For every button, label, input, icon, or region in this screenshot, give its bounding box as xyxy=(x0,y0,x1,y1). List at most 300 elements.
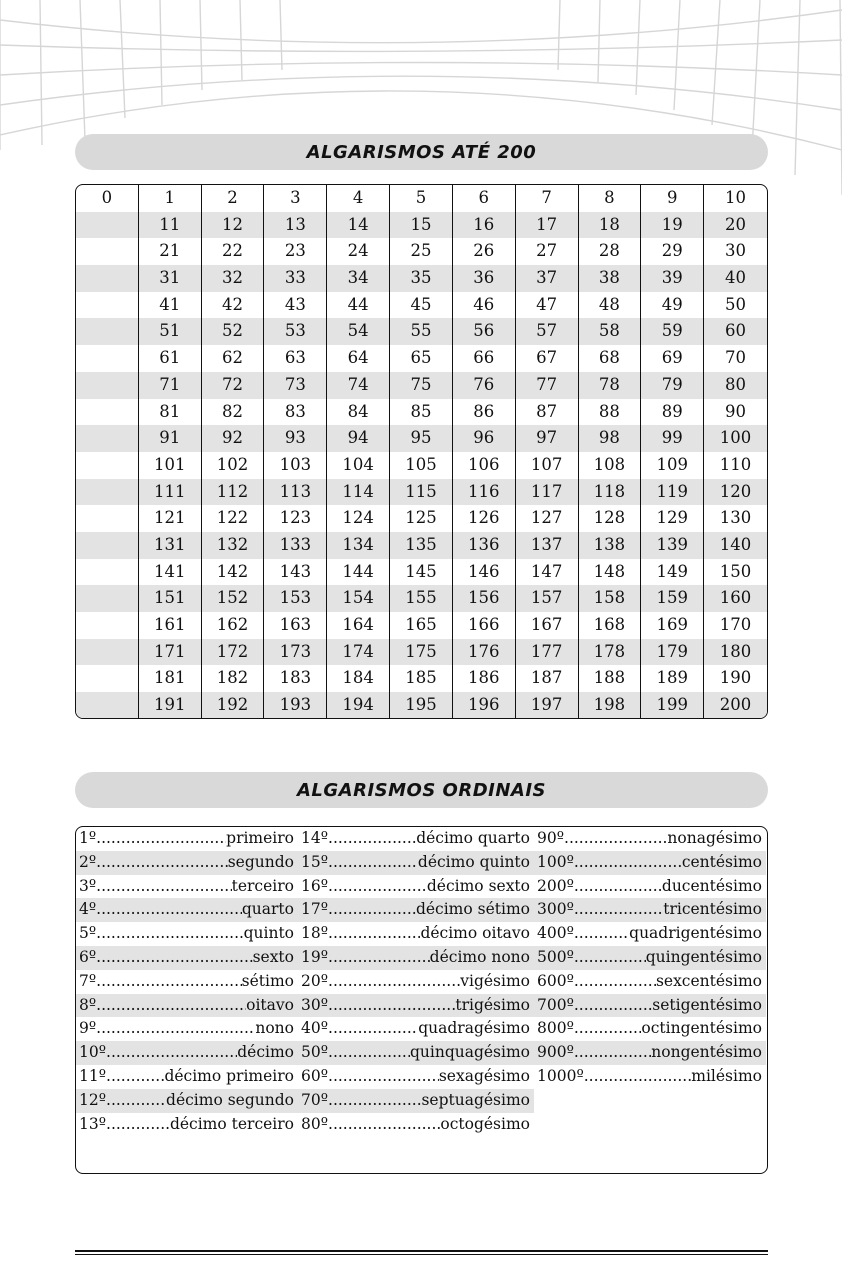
number-cell: 100 xyxy=(719,428,752,448)
number-cell: 185 xyxy=(390,665,453,692)
ordinal-word: décimo segundo xyxy=(166,1090,294,1109)
dot-leader xyxy=(328,1017,418,1041)
dot-leader xyxy=(584,1065,692,1089)
number-cell: 175 xyxy=(390,639,453,666)
ordinal-entry xyxy=(298,922,534,946)
ordinal-number: 7º xyxy=(79,971,97,990)
number-cell: 144 xyxy=(327,559,390,586)
number-cell: 123 xyxy=(264,505,327,532)
number-cell: 85 xyxy=(390,399,453,426)
ordinal-entry xyxy=(534,946,766,970)
ordinal-entry xyxy=(76,898,298,922)
table-row xyxy=(76,898,767,922)
number-cell: 157 xyxy=(516,585,579,612)
dot-leader xyxy=(96,898,242,922)
table-row xyxy=(76,345,767,372)
number-cell: 116 xyxy=(453,479,516,506)
table-row xyxy=(76,994,767,1018)
numbers-section-title: ALGARISMOS ATÉ 200 xyxy=(75,134,768,170)
ordinal-word: ducentésimo xyxy=(661,876,762,895)
number-cell: 161 xyxy=(139,612,202,639)
number-cell xyxy=(76,238,139,265)
ordinal-entry xyxy=(298,851,534,875)
number-cell: 174 xyxy=(327,639,390,666)
dot-leader xyxy=(328,922,420,946)
number-cell: 43 xyxy=(264,292,327,319)
number-cell: 22 xyxy=(202,238,265,265)
number-cell: 20 xyxy=(725,214,747,234)
ordinals-table xyxy=(75,826,768,1174)
number-cell: 145 xyxy=(390,559,453,586)
dot-leader xyxy=(96,994,246,1018)
dot-leader xyxy=(96,1017,255,1041)
number-cell: 77 xyxy=(516,372,579,399)
ordinal-entry xyxy=(534,1065,766,1089)
number-cell xyxy=(76,559,139,586)
number-cell: 167 xyxy=(516,612,579,639)
number-cell xyxy=(76,345,139,372)
number-cell: 130 xyxy=(719,508,752,528)
dot-leader xyxy=(106,1089,166,1113)
dot-leader xyxy=(96,851,228,875)
dot-leader xyxy=(328,827,416,851)
ordinal-word: trigésimo xyxy=(455,995,530,1014)
number-cell: 95 xyxy=(390,425,453,452)
table-row xyxy=(76,875,767,899)
table-row xyxy=(76,922,767,946)
ordinal-word: vigésimo xyxy=(460,971,530,990)
number-cell: 92 xyxy=(202,425,265,452)
ordinal-word: sexcentésimo xyxy=(655,971,762,990)
number-cell: 97 xyxy=(516,425,579,452)
ordinal-word: décimo xyxy=(237,1043,294,1062)
number-cell: 31 xyxy=(139,265,202,292)
table-row xyxy=(76,1041,767,1065)
number-cell: 4 xyxy=(327,185,390,212)
number-cell xyxy=(76,318,139,345)
number-cell: 67 xyxy=(516,345,579,372)
ordinal-number: 800º xyxy=(537,1019,574,1038)
ordinal-entry xyxy=(298,1041,534,1065)
ordinal-number: 3º xyxy=(79,876,97,895)
table-row xyxy=(76,452,767,479)
number-cell: 200 xyxy=(719,695,752,715)
ordinal-entry xyxy=(534,827,766,851)
number-cell: 53 xyxy=(264,318,327,345)
number-cell: 165 xyxy=(390,612,453,639)
number-cell: 137 xyxy=(516,532,579,559)
ordinal-entry xyxy=(76,946,298,970)
number-cell xyxy=(76,532,139,559)
ordinal-word: décimo sexto xyxy=(426,876,530,895)
number-cell: 188 xyxy=(579,665,642,692)
number-cell: 30 xyxy=(725,241,747,261)
ordinal-number: 80º xyxy=(301,1114,329,1133)
table-row xyxy=(76,692,767,719)
ordinal-word: oitavo xyxy=(246,995,294,1014)
number-cell: 90 xyxy=(725,401,747,421)
footer-divider xyxy=(75,1250,768,1255)
number-cell: 74 xyxy=(327,372,390,399)
ordinal-word: décimo primeiro xyxy=(164,1066,294,1085)
number-cell: 25 xyxy=(390,238,453,265)
number-cell: 159 xyxy=(641,585,704,612)
number-cell: 169 xyxy=(641,612,704,639)
ordinal-word: primeiro xyxy=(226,829,294,847)
number-cell: 194 xyxy=(327,692,390,719)
dot-leader xyxy=(106,1065,164,1089)
number-cell: 139 xyxy=(641,532,704,559)
ordinal-number: 40º xyxy=(301,1019,329,1038)
ordinal-number: 15º xyxy=(301,852,329,871)
table-row xyxy=(76,212,767,239)
ordinal-entry xyxy=(76,1017,298,1041)
number-cell: 7 xyxy=(516,185,579,212)
number-cell: 158 xyxy=(579,585,642,612)
ordinal-number: 60º xyxy=(301,1066,329,1085)
number-cell: 16 xyxy=(453,212,516,239)
dot-leader xyxy=(96,827,226,851)
number-cell: 18 xyxy=(579,212,642,239)
table-row xyxy=(76,639,767,666)
number-cell: 78 xyxy=(579,372,642,399)
table-row xyxy=(76,851,767,875)
number-cell: 82 xyxy=(202,399,265,426)
number-cell: 191 xyxy=(139,692,202,719)
number-cell: 193 xyxy=(264,692,327,719)
ordinal-entry xyxy=(298,1065,534,1089)
table-row xyxy=(76,612,767,639)
number-cell: 110 xyxy=(719,454,752,474)
number-cell: 63 xyxy=(264,345,327,372)
ordinal-entry xyxy=(298,827,534,851)
number-cell: 122 xyxy=(202,505,265,532)
table-row xyxy=(76,1089,767,1113)
number-cell: 39 xyxy=(641,265,704,292)
dot-leader xyxy=(574,994,652,1018)
dot-leader xyxy=(328,898,416,922)
number-cell xyxy=(76,505,139,532)
number-cell: 182 xyxy=(202,665,265,692)
number-cell: 68 xyxy=(579,345,642,372)
ordinal-word: quarto xyxy=(241,900,294,919)
number-cell xyxy=(76,425,139,452)
ordinal-entry xyxy=(534,922,766,946)
ordinal-word: nonagésimo xyxy=(667,829,762,847)
ordinal-number: 6º xyxy=(79,947,97,966)
ordinal-word: quinto xyxy=(243,924,294,943)
dot-leader xyxy=(106,1041,237,1065)
number-cell: 81 xyxy=(139,399,202,426)
number-cell xyxy=(76,639,139,666)
ordinal-word: décimo quarto xyxy=(416,829,530,847)
number-cell: 183 xyxy=(264,665,327,692)
number-cell: 109 xyxy=(641,452,704,479)
ordinal-entry xyxy=(76,1113,298,1137)
number-cell xyxy=(76,479,139,506)
ordinal-entry xyxy=(534,1089,766,1113)
number-cell: 131 xyxy=(139,532,202,559)
dot-leader xyxy=(328,994,455,1018)
number-cell: 197 xyxy=(516,692,579,719)
number-cell: 173 xyxy=(264,639,327,666)
number-cell: 23 xyxy=(264,238,327,265)
number-cell: 91 xyxy=(139,425,202,452)
number-cell: 179 xyxy=(641,639,704,666)
number-cell: 111 xyxy=(139,479,202,506)
number-cell: 70 xyxy=(725,348,747,368)
table-row xyxy=(76,265,767,292)
ordinal-word: segundo xyxy=(227,852,294,871)
number-cell: 171 xyxy=(139,639,202,666)
ordinal-word: nongentésimo xyxy=(651,1043,762,1062)
number-cell: 35 xyxy=(390,265,453,292)
number-cell: 61 xyxy=(139,345,202,372)
ordinal-entry xyxy=(76,922,298,946)
number-cell: 33 xyxy=(264,265,327,292)
ordinal-entry xyxy=(534,1113,766,1137)
ordinal-entry xyxy=(534,851,766,875)
number-cell: 2 xyxy=(202,185,265,212)
number-cell: 80 xyxy=(725,374,747,394)
ordinal-word: décimo oitavo xyxy=(420,924,530,943)
number-cell: 140 xyxy=(719,534,752,554)
number-cell: 104 xyxy=(327,452,390,479)
number-cell: 10 xyxy=(725,188,747,207)
dot-leader xyxy=(574,1041,651,1065)
ordinal-word: quingentésimo xyxy=(645,947,762,966)
number-cell: 107 xyxy=(516,452,579,479)
dot-leader xyxy=(328,851,418,875)
number-cell: 105 xyxy=(390,452,453,479)
number-cell: 151 xyxy=(139,585,202,612)
number-cell: 84 xyxy=(327,399,390,426)
number-cell: 88 xyxy=(579,399,642,426)
number-cell xyxy=(76,292,139,319)
number-cell: 108 xyxy=(579,452,642,479)
ordinal-entry xyxy=(76,994,298,1018)
ordinal-number: 17º xyxy=(301,900,329,919)
ordinal-word: décimo quinto xyxy=(417,852,530,871)
number-cell: 170 xyxy=(719,615,752,634)
dot-leader xyxy=(328,1089,421,1113)
number-cell: 134 xyxy=(327,532,390,559)
number-cell: 172 xyxy=(202,639,265,666)
number-cell: 181 xyxy=(139,665,202,692)
number-cell: 72 xyxy=(202,372,265,399)
number-cell: 146 xyxy=(453,559,516,586)
ordinal-number: 70º xyxy=(301,1090,329,1109)
table-row xyxy=(76,238,767,265)
ordinal-number: 30º xyxy=(301,995,329,1014)
ordinal-number: 100º xyxy=(537,852,574,871)
ordinal-word: quadragésimo xyxy=(418,1019,530,1038)
number-cell: 65 xyxy=(390,345,453,372)
table-row xyxy=(76,559,767,586)
ordinal-number: 400º xyxy=(537,924,574,943)
number-cell: 189 xyxy=(641,665,704,692)
number-cell: 163 xyxy=(264,612,327,639)
ordinal-entry xyxy=(298,946,534,970)
number-cell: 153 xyxy=(264,585,327,612)
ordinal-entry xyxy=(76,1065,298,1089)
dot-leader xyxy=(574,851,682,875)
number-cell: 120 xyxy=(719,481,752,501)
number-cell xyxy=(76,612,139,639)
number-cell: 177 xyxy=(516,639,579,666)
ordinal-word: sétimo xyxy=(241,971,294,990)
number-cell xyxy=(76,452,139,479)
number-cell: 103 xyxy=(264,452,327,479)
dot-leader xyxy=(574,1017,642,1041)
number-cell: 62 xyxy=(202,345,265,372)
number-cell: 113 xyxy=(264,479,327,506)
number-cell xyxy=(76,665,139,692)
ordinal-entry xyxy=(298,1113,534,1137)
ordinals-section-title: ALGARISMOS ORDINAIS xyxy=(75,772,768,808)
ordinal-word: octogésimo xyxy=(440,1114,530,1133)
dot-leader xyxy=(574,922,629,946)
number-cell: 96 xyxy=(453,425,516,452)
number-cell: 66 xyxy=(453,345,516,372)
ordinal-entry xyxy=(76,851,298,875)
ordinal-number: 16º xyxy=(301,876,329,895)
number-cell: 128 xyxy=(579,505,642,532)
number-cell: 155 xyxy=(390,585,453,612)
number-cell: 138 xyxy=(579,532,642,559)
ordinal-entry xyxy=(298,970,534,994)
number-cell: 119 xyxy=(641,479,704,506)
ordinal-number: 2º xyxy=(79,852,97,871)
ordinal-word: décimo nono xyxy=(429,947,530,966)
ordinal-number: 300º xyxy=(537,900,574,919)
number-cell: 164 xyxy=(327,612,390,639)
number-cell: 150 xyxy=(719,561,752,581)
ordinal-entry xyxy=(298,898,534,922)
number-cell: 187 xyxy=(516,665,579,692)
table-row xyxy=(76,827,767,851)
number-cell: 24 xyxy=(327,238,390,265)
number-cell: 142 xyxy=(202,559,265,586)
ordinal-number: 1º xyxy=(79,829,97,847)
number-cell: 178 xyxy=(579,639,642,666)
number-cell: 60 xyxy=(725,321,747,341)
number-cell: 38 xyxy=(579,265,642,292)
number-cell: 47 xyxy=(516,292,579,319)
number-cell: 199 xyxy=(641,692,704,719)
number-cell: 124 xyxy=(327,505,390,532)
number-cell: 198 xyxy=(579,692,642,719)
ordinal-number: 10º xyxy=(79,1043,107,1062)
dot-leader xyxy=(328,946,430,970)
table-row xyxy=(76,292,767,319)
number-cell: 152 xyxy=(202,585,265,612)
dot-leader xyxy=(328,1113,440,1137)
number-cell: 112 xyxy=(202,479,265,506)
dot-leader xyxy=(96,875,231,899)
table-row xyxy=(76,1113,767,1137)
dot-leader xyxy=(574,875,662,899)
number-cell: 98 xyxy=(579,425,642,452)
number-cell: 1 xyxy=(139,185,202,212)
ordinal-number: 11º xyxy=(79,1066,107,1085)
ordinal-word: sexto xyxy=(252,947,294,966)
table-row xyxy=(76,1065,767,1089)
ordinal-entry xyxy=(298,1017,534,1041)
number-cell: 48 xyxy=(579,292,642,319)
number-cell: 192 xyxy=(202,692,265,719)
ordinal-number: 50º xyxy=(301,1043,329,1062)
number-cell xyxy=(76,212,139,239)
table-row xyxy=(76,946,767,970)
number-cell: 168 xyxy=(579,612,642,639)
ordinal-word: tricentésimo xyxy=(663,900,762,919)
number-cell xyxy=(76,265,139,292)
number-cell: 117 xyxy=(516,479,579,506)
ordinal-word: setigentésimo xyxy=(652,995,762,1014)
number-cell: 29 xyxy=(641,238,704,265)
table-row xyxy=(76,1017,767,1041)
number-cell: 132 xyxy=(202,532,265,559)
number-cell: 41 xyxy=(139,292,202,319)
number-cell: 51 xyxy=(139,318,202,345)
table-row xyxy=(76,185,767,212)
number-cell xyxy=(76,692,139,719)
number-cell: 79 xyxy=(641,372,704,399)
dot-leader xyxy=(328,1041,410,1065)
number-cell: 160 xyxy=(719,588,752,608)
number-cell: 133 xyxy=(264,532,327,559)
number-cell: 114 xyxy=(327,479,390,506)
number-cell: 8 xyxy=(579,185,642,212)
table-row xyxy=(76,318,767,345)
number-cell: 5 xyxy=(390,185,453,212)
number-cell: 118 xyxy=(579,479,642,506)
number-cell: 21 xyxy=(139,238,202,265)
dot-leader xyxy=(106,1113,170,1137)
number-cell: 86 xyxy=(453,399,516,426)
table-row xyxy=(76,372,767,399)
ordinal-entry xyxy=(76,970,298,994)
ordinal-word: quinquagésimo xyxy=(409,1043,530,1062)
number-cell: 59 xyxy=(641,318,704,345)
number-cell: 46 xyxy=(453,292,516,319)
number-cell: 27 xyxy=(516,238,579,265)
numbers-table xyxy=(75,184,768,719)
ordinal-word: quadrigentésimo xyxy=(629,924,762,943)
ordinal-number: 9º xyxy=(79,1019,97,1038)
ordinal-number: 12º xyxy=(79,1090,107,1109)
background-grid-decoration xyxy=(0,0,842,200)
number-cell: 32 xyxy=(202,265,265,292)
ordinal-entry xyxy=(298,1089,534,1113)
number-cell: 93 xyxy=(264,425,327,452)
number-cell: 87 xyxy=(516,399,579,426)
number-cell: 42 xyxy=(202,292,265,319)
number-cell: 15 xyxy=(390,212,453,239)
number-cell: 149 xyxy=(641,559,704,586)
number-cell: 44 xyxy=(327,292,390,319)
ordinal-number: 700º xyxy=(537,995,574,1014)
number-cell: 34 xyxy=(327,265,390,292)
number-cell: 148 xyxy=(579,559,642,586)
table-row xyxy=(76,970,767,994)
number-cell: 0 xyxy=(76,185,139,212)
number-cell: 102 xyxy=(202,452,265,479)
number-cell: 141 xyxy=(139,559,202,586)
ordinal-number: 19º xyxy=(301,947,329,966)
ordinal-entry xyxy=(76,875,298,899)
